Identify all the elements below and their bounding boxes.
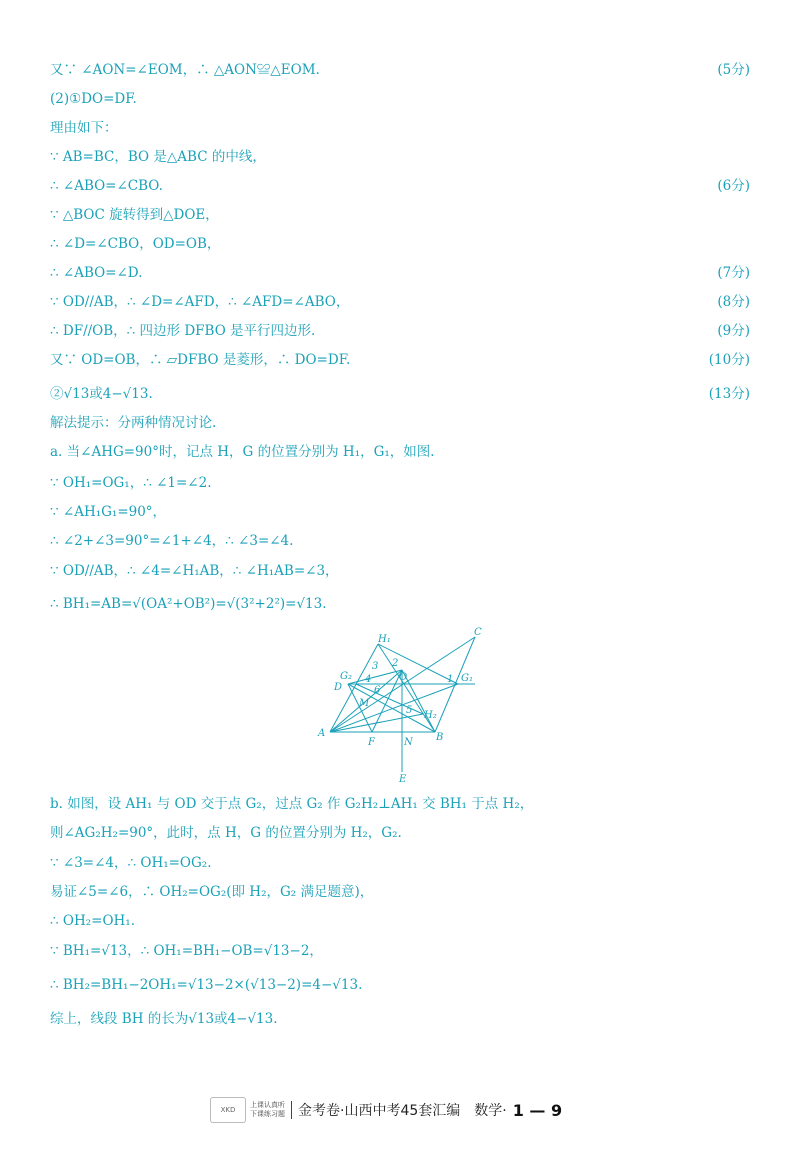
solution-line-text: ∵ △BOC 旋转得到△DOE， (50, 207, 219, 223)
solution-line-text: ∵ OD//AB，∴ ∠D=∠AFD，∴ ∠AFD=∠ABO， (50, 294, 350, 310)
solution-line-text: 易证∠5=∠6，∴ OH₂=OG₂(即 H₂，G₂ 满足题意)， (50, 884, 374, 900)
label-b: B (436, 732, 444, 743)
solution-line (50, 853, 750, 873)
page-footer (210, 1098, 590, 1122)
label-g2: G₂ (340, 671, 352, 682)
solution-line (50, 89, 750, 109)
score-label: (13分) (708, 386, 750, 402)
label-h1: H₁ (378, 634, 391, 645)
solution-line-text: ∵ AB=BC，BO 是△ABC 的中线， (50, 149, 266, 165)
slogan-top: 上课认真听 (250, 1101, 285, 1109)
solution-line (50, 882, 750, 902)
label-o: O (399, 672, 408, 683)
solution-line-text: 综上，线段 BH 的长为√13或4−√13. (50, 1011, 278, 1027)
solution-line-text: ∴ ∠2+∠3=90°=∠1+∠4，∴ ∠3=∠4. (50, 533, 294, 549)
solution-line (50, 413, 750, 433)
solution-line (50, 561, 750, 581)
label-f: F (368, 737, 375, 748)
angle-1-label: 1 (447, 674, 454, 685)
score-label: (9分) (717, 323, 750, 339)
solution-line-text: 又∵ ∠AON=∠EOM，∴ △AON≌△EOM. (50, 62, 320, 78)
solution-line (50, 321, 750, 341)
solution-line-text: ∵ ∠3=∠4，∴ OH₁=OG₂. (50, 855, 212, 871)
solution-line (50, 442, 750, 462)
solution-line (50, 234, 750, 254)
solution-line (50, 384, 750, 404)
solution-line-text: ∴ DF//OB，∴ 四边形 DFBO 是平行四边形. (50, 323, 316, 339)
solution-line (50, 941, 750, 961)
label-h2: H₂ (424, 710, 437, 721)
solution-line (50, 794, 750, 814)
footer-slogan (250, 1101, 285, 1119)
score-label: (10分) (708, 352, 750, 368)
solution-line (50, 473, 750, 493)
label-m: M (359, 698, 370, 709)
label-g1: G₁ (461, 673, 473, 684)
label-d: D (334, 682, 343, 693)
label-c: C (474, 627, 482, 638)
solution-line (50, 176, 750, 196)
solution-line (50, 60, 750, 80)
angle-5-label: 5 (406, 705, 413, 716)
slogan-bottom: 下课练习题 (250, 1110, 285, 1118)
solution-line (50, 531, 750, 551)
solution-line (50, 118, 750, 138)
solution-line-text: ∴ ∠ABO=∠CBO. (50, 178, 163, 194)
angle-6-label: 6 (374, 685, 381, 696)
solution-line-text: 又∵ OD=OB，∴ ▱DFBO 是菱形，∴ DO=DF. (50, 352, 351, 368)
solution-line (50, 147, 750, 167)
solution-line-text: a. 当∠AHG=90°时，记点 H，G 的位置分别为 H₁，G₁，如图. (50, 444, 435, 460)
solution-line-text: ∴ BH₁=AB=√(OA²+OB²)=√(3²+2²)=√13. (50, 596, 327, 612)
geometry-figure (310, 622, 490, 787)
angle-4-label: 4 (365, 674, 372, 685)
footer-divider (291, 1101, 292, 1119)
segment-h1g1 (378, 644, 458, 684)
solution-line (50, 502, 750, 522)
solution-line-text: ∵ ∠AH₁G₁=90°， (50, 504, 167, 520)
label-e: E (399, 774, 407, 785)
solution-line-text: ∴ ∠D=∠CBO，OD=OB， (50, 236, 221, 252)
solution-line (50, 1009, 750, 1029)
solution-line-text: ②√13或4−√13. (50, 386, 153, 402)
angle-3-label: 3 (372, 661, 379, 672)
label-n: N (404, 737, 413, 748)
solution-line-text: ∴ BH₂=BH₁−2OH₁=√13−2×(√13−2)=4−√13. (50, 977, 363, 993)
solution-line-text: ∵ OD//AB，∴ ∠4=∠H₁AB，∴ ∠H₁AB=∠3， (50, 563, 339, 579)
solution-line (50, 975, 750, 995)
solution-line (50, 263, 750, 283)
solution-line (50, 911, 750, 931)
score-label: (7分) (717, 265, 750, 281)
score-label: (6分) (717, 178, 750, 194)
solution-line-text: ∴ OH₂=OH₁. (50, 913, 135, 929)
solution-line-text: 则∠AG₂H₂=90°，此时，点 H，G 的位置分别为 H₂，G₂. (50, 825, 402, 841)
angle-2-label: 2 (392, 658, 399, 669)
score-label: (5分) (717, 62, 750, 78)
label-a: A (318, 728, 326, 739)
solution-line-text: ∵ OH₁=OG₁，∴ ∠1=∠2. (50, 475, 212, 491)
solution-line-text: ∵ BH₁=√13，∴ OH₁=BH₁−OB=√13−2， (50, 943, 323, 959)
solution-line (50, 350, 750, 370)
segment-ag1 (330, 684, 458, 732)
page-number: 1 — 9 (512, 1100, 563, 1120)
solution-line (50, 594, 750, 614)
solution-line-text: 解法提示：分两种情况讨论. (50, 415, 217, 431)
score-label: (8分) (717, 294, 750, 310)
solution-line-text: b. 如图，设 AH₁ 与 OD 交于点 G₂，过点 G₂ 作 G₂H₂⊥AH₁ 交 BH₁ 于点 H₂， (50, 796, 534, 812)
solution-line (50, 205, 750, 225)
solution-line-text: 理由如下： (50, 120, 118, 136)
footer-title: 金考卷·山西中考45套汇编 数学· (298, 1103, 507, 1119)
publisher-logo: XKD (210, 1097, 246, 1123)
solution-line (50, 292, 750, 312)
solution-line-text: (2)①DO=DF. (50, 91, 137, 107)
solution-line (50, 823, 750, 843)
solution-line-text: ∴ ∠ABO=∠D. (50, 265, 143, 281)
